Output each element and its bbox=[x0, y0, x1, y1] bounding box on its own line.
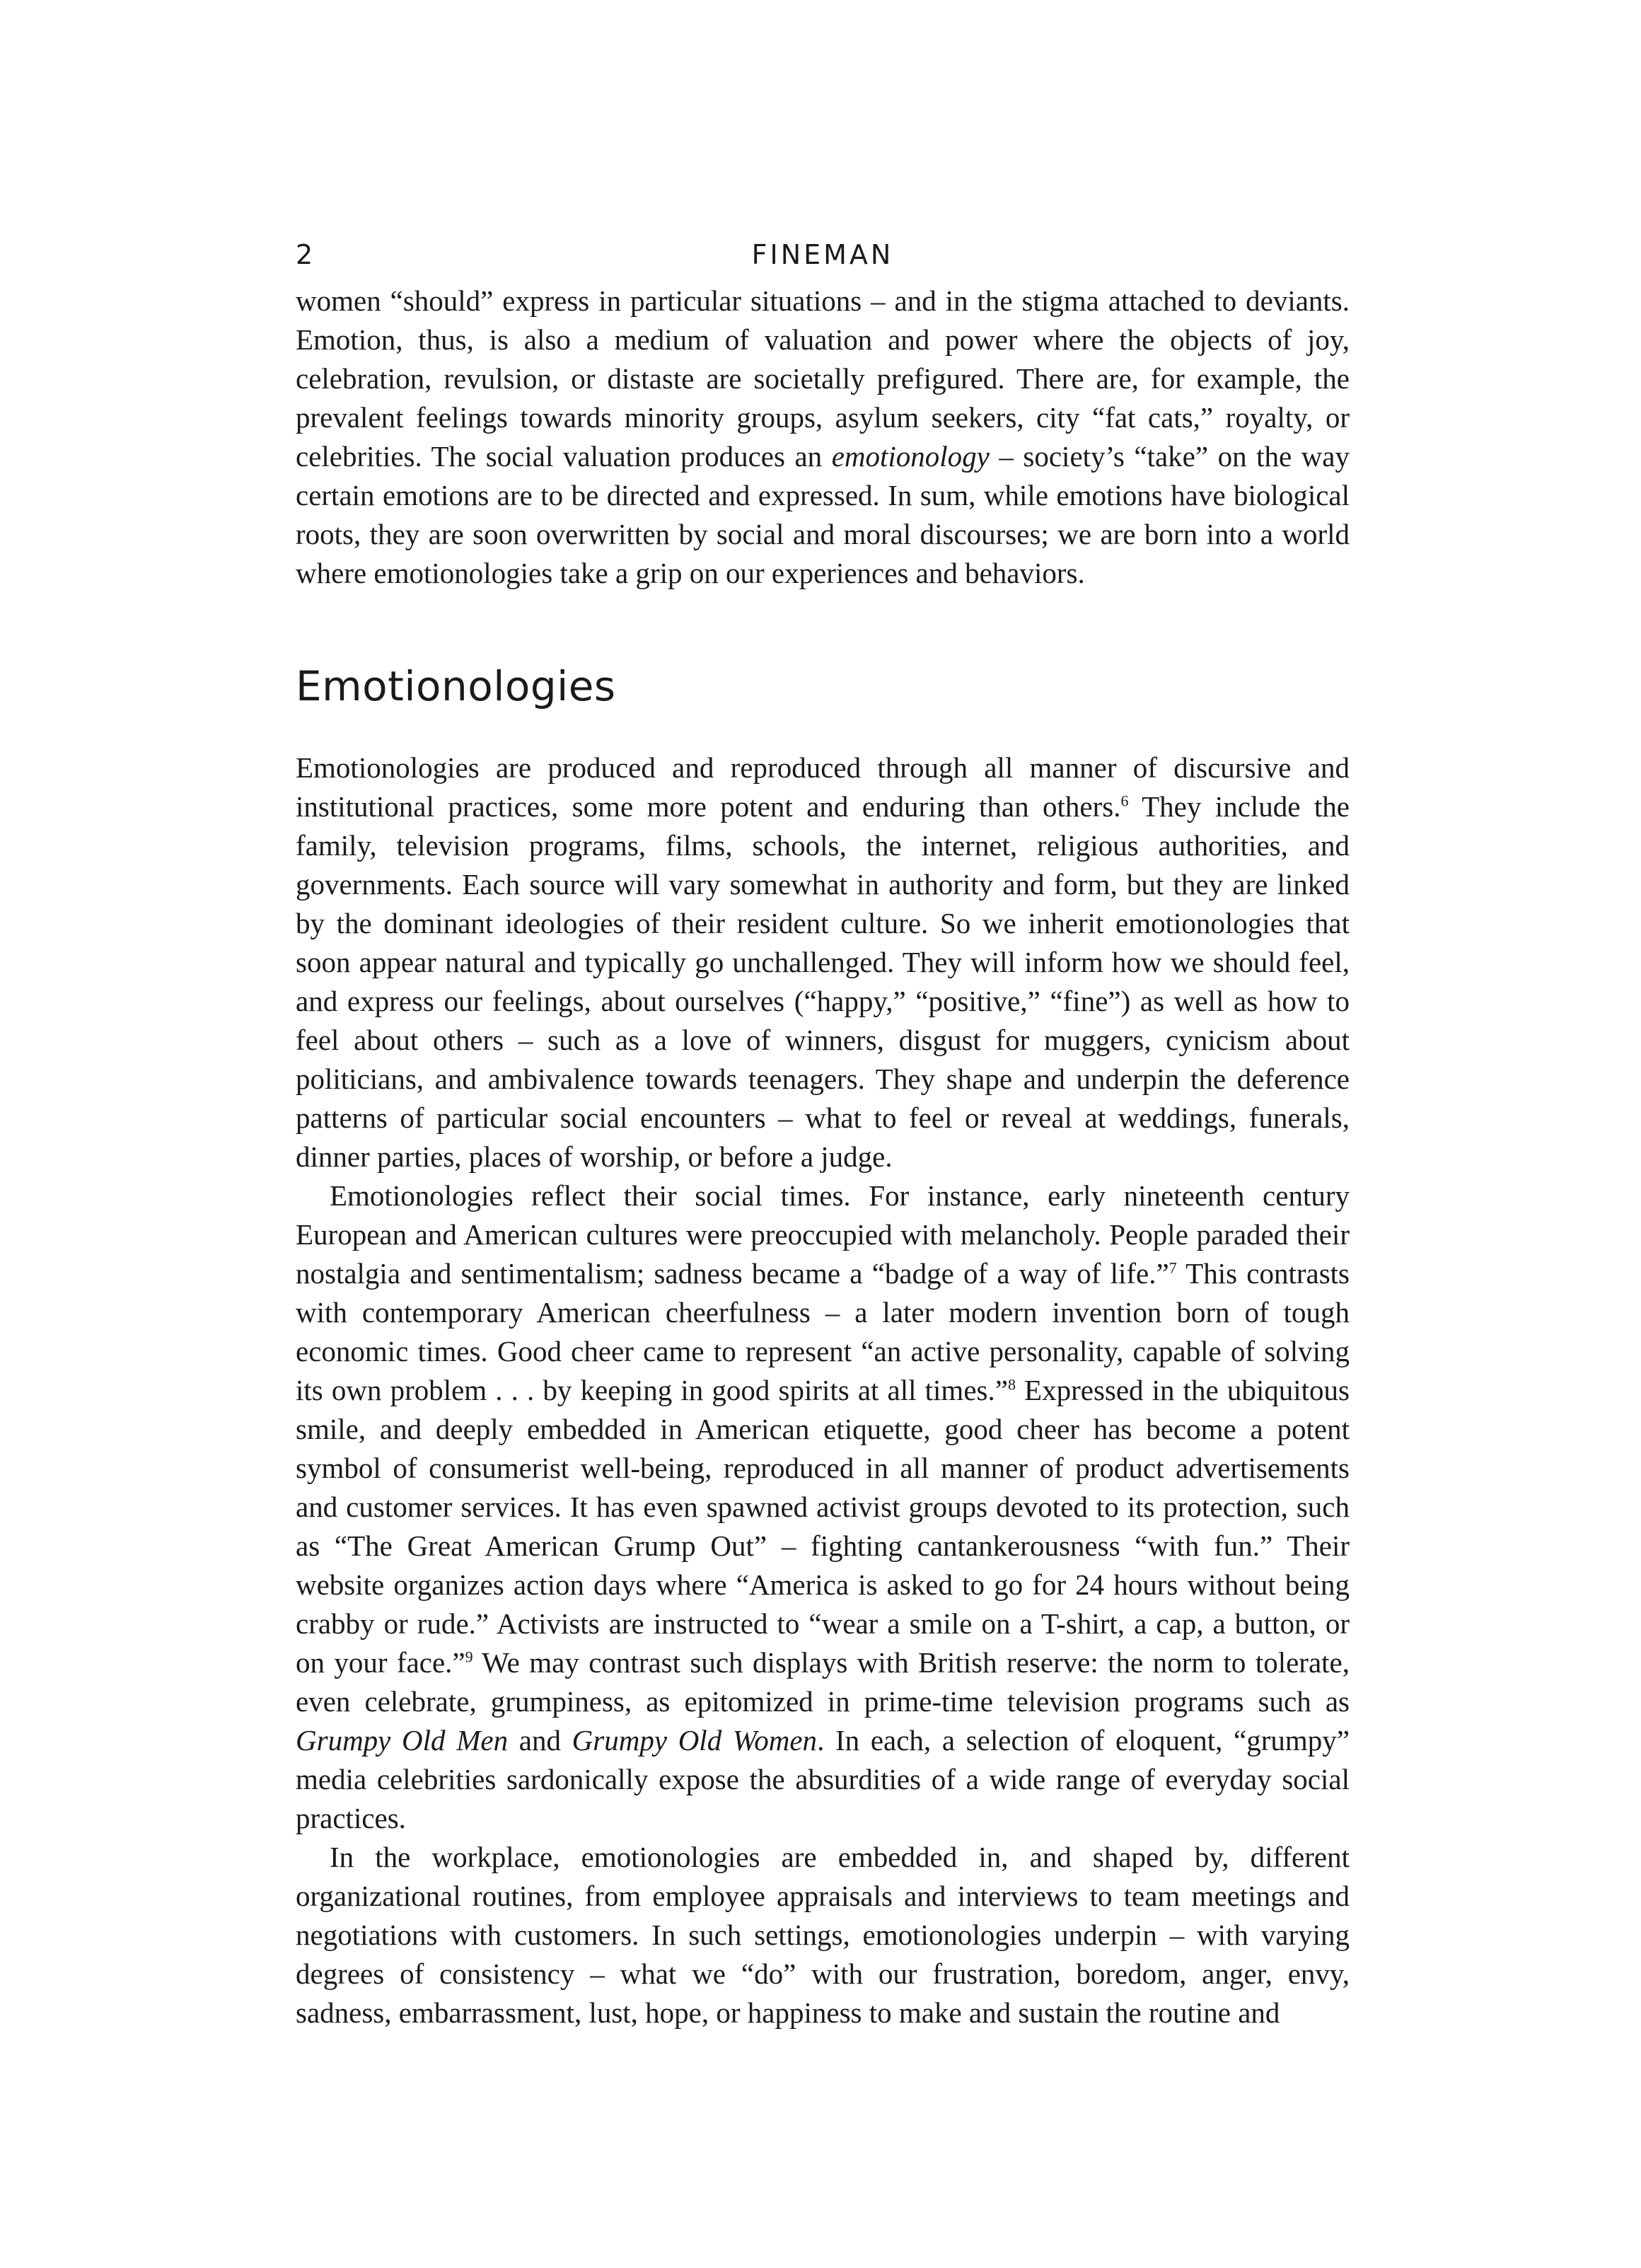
text-run: This contrasts with contemporary American cheerfulness – a later modern invention born of tough economic times. Good cheer came to represent “an active personality, capable of solving its own problem . . . by keeping in good spirits at all times.” bbox=[296, 1257, 1350, 1406]
paragraph bbox=[296, 1838, 1350, 2032]
text-run: Emotionologies reflect their social times. For instance, early nineteenth century European and American cultures were preoccupied with melancholy. People paraded their nostalgia and sentimentalism; sadness became a “badge of a way of life.” bbox=[296, 1179, 1350, 1290]
footnote-ref: 6 bbox=[1120, 792, 1129, 810]
body-text bbox=[296, 282, 1350, 593]
footnote-ref: 9 bbox=[465, 1648, 473, 1666]
section-body bbox=[296, 748, 1350, 2032]
text-run: Emotionologies are produced and reproduced through all manner of discursive and institutional practices, some more potent and enduring than others. bbox=[296, 751, 1350, 823]
text-run: and bbox=[508, 1724, 572, 1757]
italic-title: Grumpy Old Men bbox=[296, 1724, 509, 1757]
text-run: . In each, a selection of eloquent, “grumpy” media celebrities sardonically expose the absurdities of a wide range of everyday social practices. bbox=[296, 1724, 1350, 1834]
paragraph bbox=[296, 1176, 1350, 1838]
page-number: 2 bbox=[296, 239, 313, 270]
paragraph-continued bbox=[296, 282, 1350, 593]
running-head-author: FINEMAN bbox=[751, 239, 894, 270]
book-page bbox=[296, 233, 1350, 2032]
text-run: In the workplace, emotionologies are embedded in, and shaped by, different organizational routines, from employee appraisals and interviews to team meetings and negotiations with customers. In such settings, emotionologies underpin – with varying degrees of consistency – what we “do” with our frustration, boredom, anger, envy, sadness, embarrassment, lust, hope, or happiness to make and sustain the routine and bbox=[296, 1841, 1350, 2029]
text-run: – society’s “take” on the way certain emotions are to be directed and expressed. In sum, while emotions have biological roots, they are soon overwritten by social and moral discourses; we are born into a world where emotionologies take a grip on our experiences and behaviors. bbox=[296, 440, 1350, 589]
text-run: They include the family, television programs, films, schools, the internet, religious authorities, and governments. Each source will vary somewhat in authority and form, but they are linked by the dominant ideologies of their resident culture. So we inherit emotionologies that soon appear natural and typically go unchallenged. They will inform how we should feel, and express our feelings, about ourselves (“happy,” “positive,” “fine”) as well as how to feel about others – such as a love of winners, disgust for muggers, cynicism about politicians, and ambivalence towards teenagers. They shape and underpin the deference patterns of particular social encounters – what to feel or reveal at weddings, funerals, dinner parties, places of worship, or before a judge. bbox=[296, 790, 1350, 1173]
running-head bbox=[296, 233, 1350, 276]
paragraph bbox=[296, 748, 1350, 1176]
footnote-ref: 7 bbox=[1169, 1259, 1177, 1277]
italic-title: Grumpy Old Women bbox=[572, 1724, 818, 1757]
italic-term: emotionology bbox=[831, 440, 990, 473]
section-heading: Emotionologies bbox=[296, 662, 616, 710]
text-run: women “should” express in particular situations – and in the stigma attached to deviants. Emotion, thus, is also a medium of valuation and power where the objects of joy, celebration, revulsion, or distaste are societally prefigured. There are, for example, the prevalent feelings towards minority groups, asylum seekers, city “fat cats,” royalty, or celebrities. The social valuation produces an bbox=[296, 284, 1350, 473]
text-run: Expressed in the ubiquitous smile, and deeply embedded in American etiquette, good cheer has become a potent symbol of consumerist well-being, reproduced in all manner of product advertisements and customer services. It has even spawned activist groups devoted to its protection, such as “The Great American Grump Out” – fighting cantankerousness “with fun.” Their website organizes action days where “America is asked to go for 24 hours without being crabby or rude.” Activists are instructed to “wear a smile on a T-shirt, a cap, a button, or on your face.” bbox=[296, 1374, 1350, 1679]
footnote-ref: 8 bbox=[1007, 1375, 1016, 1394]
text-run: We may contrast such displays with British reserve: the norm to tolerate, even celebrate, grumpiness, as epitomized in prime-time television programs such as bbox=[296, 1646, 1350, 1718]
